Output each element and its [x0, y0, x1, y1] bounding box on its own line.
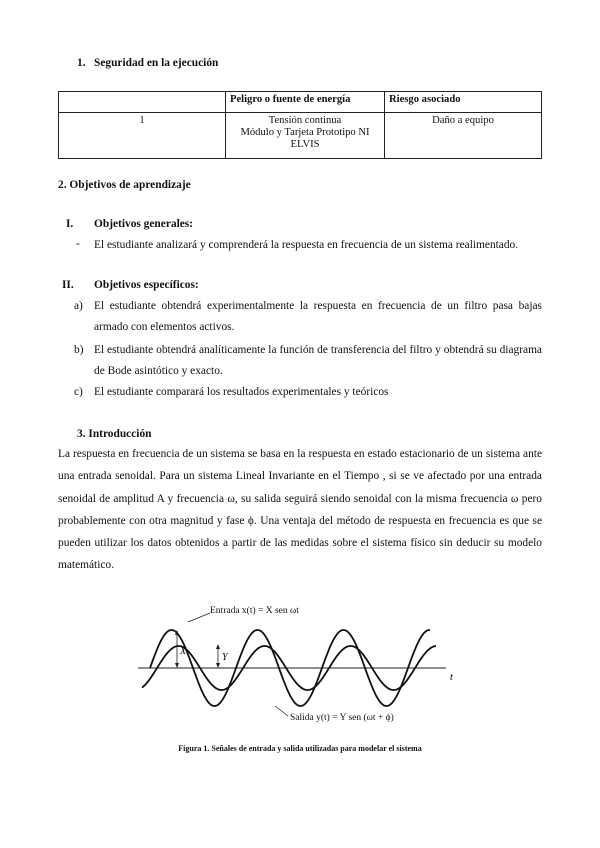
- risk-table-header-row: [59, 92, 542, 113]
- risk-table-header-risk: Riesgo asociado: [385, 92, 542, 113]
- general-bullet: -: [76, 238, 80, 250]
- specific-item-a: El estudiante obtendrá experimentalmente la respuesta en frecuencia de un filtro pasa bajas armado con elementos activos.: [94, 300, 542, 333]
- risk-table-cell-num: 1: [59, 113, 226, 159]
- y-amplitude-label: Y: [222, 652, 228, 663]
- output-leader-line: [275, 706, 288, 716]
- specific-item-b: El estudiante obtendrá analíticamente la función de transferencia del filtro y obtendrá su diagrama de Bode asintótico y exacto.: [94, 344, 542, 377]
- section3-heading: 3. Introducción: [77, 428, 152, 440]
- risk-table-header-index: [59, 92, 226, 113]
- time-axis-label: t: [450, 672, 453, 683]
- specific-title: Objetivos específicos:: [94, 279, 199, 291]
- y-amplitude-arrow-head-top: [216, 644, 220, 649]
- section3-paragraph: La respuesta en frecuencia de un sistema se basa en la respuesta en estado estacionario de un sistema ante una entrada senoidal. Para un sistema Lineal Invariante en el Tiempo , si se ve afectado por una entrada senoidal de amplitud A y frecuencia ω, su salida seguirá siendo senoidal con la misma frecuencia ω pero probablemente con otra magnitud y fase ϕ. Una ventaja del método de respuesta en frecuencia es que se pueden utilizar los datos obtenidos a partir de las medidas sobre el sistema físico sin deducir su modelo matemático.: [58, 448, 542, 572]
- output-signal-label: Salida y(t) = Y sen (ωt + ϕ): [290, 713, 394, 723]
- risk-table-row: [59, 113, 542, 159]
- input-signal-label: Entrada x(t) = X sen ωt: [210, 606, 299, 616]
- input-leader-line: [188, 613, 210, 622]
- specific-item-a-marker: a): [74, 300, 83, 312]
- general-roman: I.: [66, 218, 74, 230]
- y-amplitude-arrow-head-bottom: [216, 663, 220, 668]
- risk-table-cell-hazard: [226, 113, 385, 159]
- specific-item-c: El estudiante comparará los resultados experimentales y teóricos: [94, 386, 389, 398]
- risk-table: [58, 91, 542, 159]
- x-amplitude-arrow-head-bottom: [175, 663, 179, 668]
- hazard-line: Módulo y Tarjeta Prototipo NI: [240, 127, 370, 138]
- section2-heading: 2. Objetivos de aprendizaje: [58, 179, 191, 191]
- risk-table-header-hazard: Peligro o fuente de energía: [226, 92, 385, 113]
- specific-roman: II.: [62, 279, 74, 291]
- hazard-line: Tensión continua: [268, 115, 342, 126]
- figure-caption: Figura 1. Señales de entrada y salida utilizadas para modelar el sistema: [178, 744, 422, 753]
- section1-heading: Seguridad en la ejecución: [94, 57, 219, 69]
- hazard-line: ELVIS: [290, 139, 320, 150]
- specific-item-b-marker: b): [74, 344, 84, 356]
- section1-number: 1.: [77, 57, 86, 69]
- general-title: Objetivos generales:: [94, 218, 194, 230]
- specific-item-c-marker: c): [74, 386, 83, 398]
- x-amplitude-label: X: [180, 646, 187, 657]
- risk-table-cell-risk: Daño a equipo: [385, 113, 542, 159]
- general-text: El estudiante analizará y comprenderá la respuesta en frecuencia de un sistema realimentado.: [94, 239, 519, 251]
